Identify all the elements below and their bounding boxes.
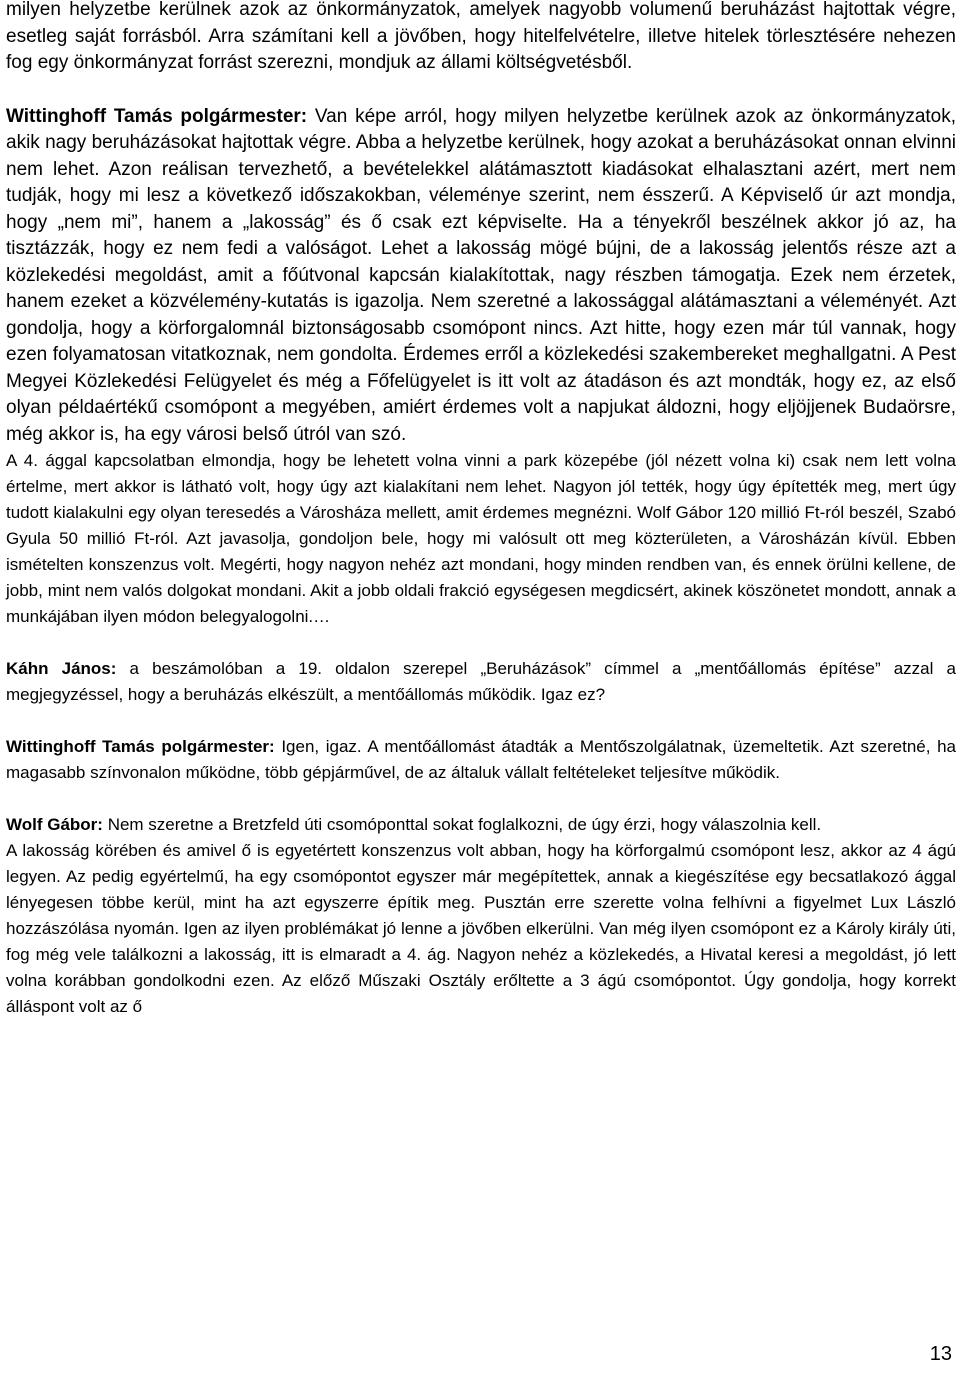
paragraph-3: A 4. ággal kapcsolatban elmondja, hogy be lehetett volna vinni a park közepébe (jól nézett volna ki) csak nem lett volna értelme, mert akkor is látható volt, hogy úgy azt kialakítani nem lehet. Nagyon jól tették, hogy úgy építették meg, mert úgy tudott kialakulni egy olyan teresedés a Városháza mellett, amit érdemes megnézni. Wolf Gábor 120 millió Ft-ról beszél, Szabó Gyula 50 millió Ft-ról. Azt javasolja, gondoljon bele, hogy mi valósult ott meg közterületen, a Városházán kívül. Ebben ismételten konszenzus volt. Megérti, hogy nagyon nehéz azt mondani, hogy minden rendben van, és ennek örülni kellene, de jobb, mint nem valós dolgokat mondani. Akit a jobb oldali frakció egységesen megdicsért, akinek köszönetet mondott, annak a munkájában ilyen módon belegyalogolni.…: [6, 451, 956, 626]
paragraph-gap: [6, 77, 956, 104]
paragraph-4: [6, 656, 956, 708]
speech-text: a beszámolóban a 19. oldalon szerepel „Beruházások” címmel a „mentőállomás építése” azzal a megjegyzéssel, hogy a beruházás elkészült, a mentőállomás működik. Igaz ez?: [6, 659, 956, 704]
speech-text: Igen, igaz. A mentőállomást átadták a Mentőszolgálatnak, üzemeltetik. Azt szeretné, ha magasabb színvonalon működne, több gépjárművel, de az általuk vállalt feltételeket teljesítve működik.: [6, 737, 956, 782]
paragraph-6: [6, 812, 956, 838]
speech-text: Van képe arról, hogy milyen helyzetbe kerülnek azok az önkormányzatok, akik nagy beruházásokat hajtottak végre. Abba a helyzetbe kerülnek, hogy azokat a beruházásokat onnan elvinni nem lehet. Azon reálisan tervezhető, a bevételekkel alátámasztott kiadásokat elhalasztani azért, mert nem tudják, hogy mi lesz a következő időszakokban, véleménye szerint, nem ésszerű. A Képviselő úr azt mondja, hogy „nem mi”, hanem a „lakosság” és ő csak ezt képviselte. Ha a tényekről beszélnek akkor jó az, ha tisztázzák, hogy ez nem fedi a valóságot. Lehet a lakosság mögé bújni, de a lakosság jelentős része azt a közlekedési megoldást, amit a főútvonal kapcsán kialakítottak, nagy részben támogatja. Ezek nem érzetek, hanem ezeket a közvélemény-kutatás is igazolja. Nem szeretné a lakossággal alátámasztani a véleményét. Azt gondolja, hogy a körforgalomnál biztonságosabb csomópont nincs. Azt hitte, hogy ezen már túl vannak, hogy ezen folyamatosan vitatkoznak, nem gondolta. Érdemes erről a közlekedési szakembereket meghallgatni. A Pest Megyei Közlekedési Felügyelet és még a Főfelügyelet is itt volt az átadáson és azt mondták, hogy ez, az első olyan példaértékű csomópont a megyében, amiért érdemes volt a napjukat áldozni, hogy eljöjjenek Budaörsre, még akkor is, ha egy városi belső útról van szó.: [6, 105, 957, 445]
document-page: [6, 0, 956, 1020]
speaker-name: Wolf Gábor:: [6, 815, 103, 834]
paragraph-gap: [6, 786, 956, 812]
speaker-name: Wittinghoff Tamás polgármester:: [6, 105, 308, 127]
paragraph-7: A lakosság körében és amivel ő is egyetértett konszenzus volt abban, hogy ha körforgalmú csomópont lesz, akkor az 4 ágú legyen. Az pedig egyértelmű, ha egy csomópontot egyszer már megépítettek, annak a kiegészítése egy becsatlakozó ággal lényegesen többe kerül, mint ha azt egyszerre építik meg. Pusztán erre szerette volna felhívni a figyelmet Lux László hozzászólása nyomán. Igen az ilyen problémákat jó lenne a jövőben elkerülni. Van még ilyen csomópont ez a Károly király úti, fog még vele találkozni a lakosság, itt is elmaradt a 4. ág. Nagyon nehéz a közlekedés, a Hivatal keresi a megoldást, jó lett volna korábban gondolkodni ezen. Az előző Műszaki Osztály erőltette a 3 ágú csomópontot. Úgy gondolja, hogy korrekt álláspont volt az ő: [6, 841, 956, 1016]
speaker-name: Káhn János:: [6, 659, 117, 678]
paragraph-gap: [6, 630, 956, 656]
paragraph-1: milyen helyzetbe kerülnek azok az önkormányzatok, amelyek nagyobb volumenű beruházást hajtottak végre, esetleg saját forrásból. Arra számítani kell a jövőben, hogy hitelfelvételre, illetve hitelek törlesztésére nehezen fog egy önkormányzat forrást szerezni, mondjuk az állami költségvetésből.: [6, 0, 956, 73]
paragraph-5: [6, 734, 956, 786]
speech-text: Nem szeretne a Bretzfeld úti csomóponttal sokat foglalkozni, de úgy érzi, hogy válaszolnia kell.: [107, 815, 822, 834]
paragraph-2: [6, 104, 956, 449]
page-number: 13: [929, 1343, 952, 1365]
speaker-name: Wittinghoff Tamás polgármester:: [6, 737, 275, 756]
paragraph-gap: [6, 708, 956, 734]
